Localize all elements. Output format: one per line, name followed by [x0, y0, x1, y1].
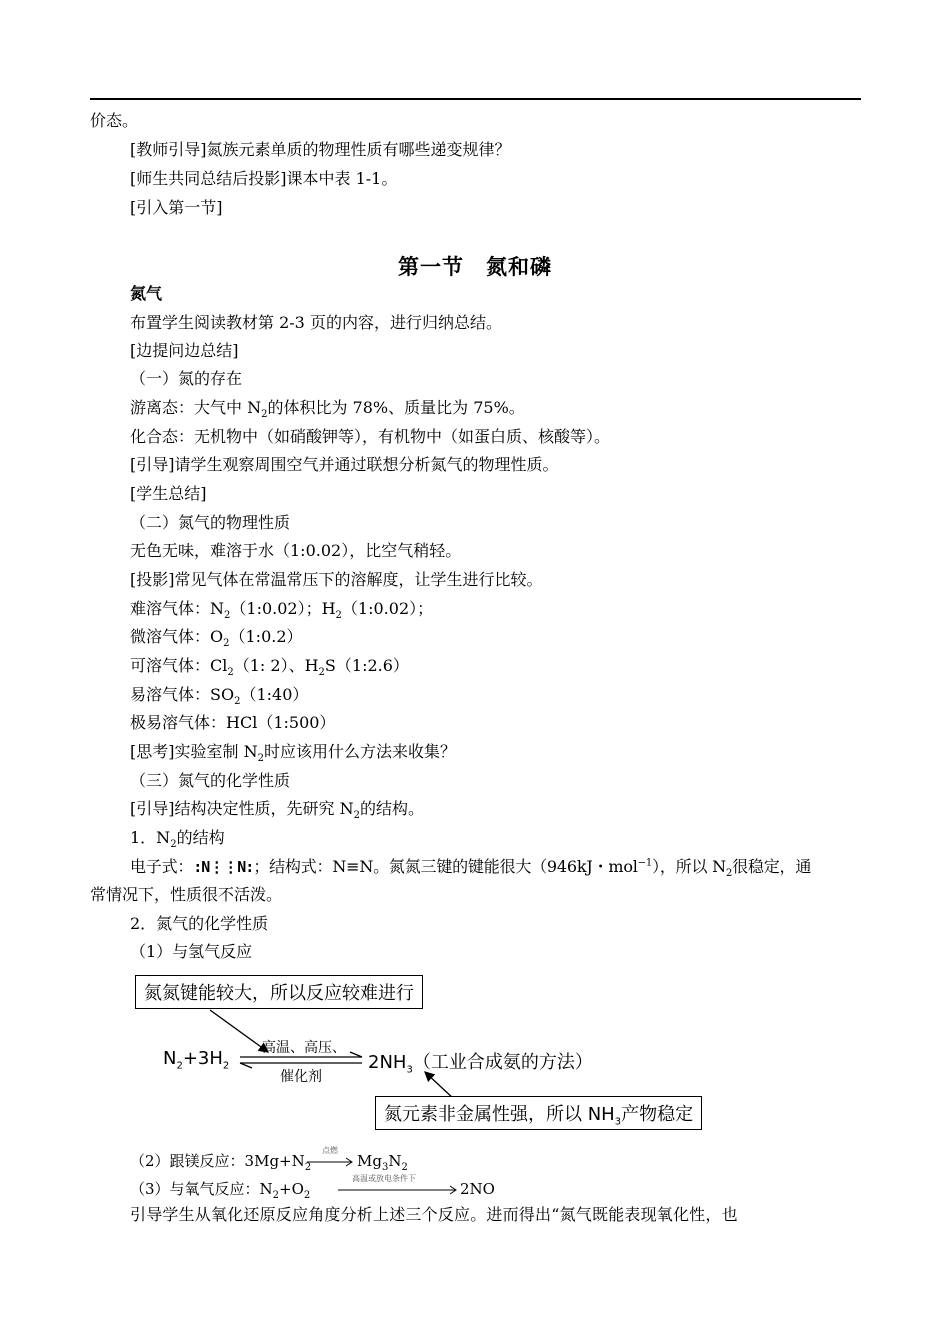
text-run: [引导]结构决定性质，先研究 N: [130, 799, 354, 818]
text-run: +3H: [182, 1048, 223, 1069]
text-line: （三）氮气的化学性质: [130, 771, 291, 790]
subscript: 2: [222, 1060, 230, 1072]
text-line: [130, 1150, 311, 1172]
subscript: 3: [614, 1116, 622, 1128]
text-run: N: [163, 1048, 177, 1069]
text-run: （1:40）: [240, 685, 309, 704]
text-line: （二）氮气的物理性质: [130, 513, 291, 532]
text-run: （3）与氧气反应：N: [130, 1180, 273, 1198]
subscript: 2: [170, 839, 177, 851]
text-run: ），所以 N: [652, 857, 726, 876]
text-run: 1．N: [130, 828, 171, 847]
electron-formula: :N⋮⋮N:: [193, 858, 254, 876]
text-run: Mg: [357, 1152, 382, 1170]
text-run: （1:0.02）；: [341, 599, 434, 618]
text-line: 2NO: [460, 1180, 495, 1198]
subscript: 2: [261, 409, 268, 421]
subscript: 2: [257, 753, 264, 765]
condition-high-temp: 高温或放电条件下: [352, 1174, 416, 1183]
text-line: （一）氮的存在: [130, 369, 243, 388]
subscript: 2: [224, 610, 231, 622]
text-line: 2．氮气的化学性质: [130, 914, 269, 933]
text-line: [师生共同总结后投影]课本中表 1-1。: [130, 169, 398, 188]
annotation-box-stability: [375, 1096, 702, 1130]
text-run: +O: [279, 1180, 304, 1198]
text-run: 易溶气体：SO: [130, 685, 235, 704]
text-line: [教师引导]氮族元素单质的物理性质有哪些递变规律？: [130, 140, 511, 159]
subscript: 3: [406, 1064, 413, 1076]
text-line: [学生总结]: [130, 484, 207, 503]
condition-bottom: 催化剂: [280, 1069, 322, 1085]
subscript: 2: [227, 667, 234, 679]
subscript: 3: [381, 1162, 389, 1173]
text-run: 2NH: [368, 1052, 407, 1073]
text-run: （工业合成氨的方法）: [412, 1052, 593, 1073]
subscript: 2: [318, 667, 325, 679]
text-line: 极易溶气体：HCl（1:500）: [130, 713, 336, 732]
text-run: S（1:2.6）: [324, 656, 409, 675]
equilibrium-arrow-top-head: [350, 1052, 362, 1057]
text-line: [边提问边总结]: [130, 341, 239, 360]
text-run: 电子式：: [130, 857, 194, 876]
annotation-box-bond-energy: 氮氮键能较大，所以反应较难进行: [135, 975, 423, 1009]
subscript: 2: [176, 1060, 183, 1072]
subscript: 2: [401, 1162, 408, 1173]
text-run: 产物稳定: [621, 1104, 694, 1125]
text-line: [投影]常见气体在常温常压下的溶解度，让学生进行比较。: [130, 570, 543, 589]
text-line: [130, 1178, 310, 1200]
text-run: 的体积比为 78%、质量比为 75%。: [267, 398, 525, 417]
subscript: 2: [303, 1190, 311, 1201]
subscript: 2: [223, 638, 230, 650]
text-run: （2）跟镁反应：3Mg+N: [130, 1152, 305, 1170]
text-line: 引导学生从氧化还原反应角度分析上述三个反应。进而得出“氮气既能表现氧化性，也: [130, 1205, 738, 1224]
text-run: （1:0.2）: [229, 627, 303, 646]
text-run: （1:0.02）；H: [230, 599, 336, 618]
equilibrium-arrow-bottom-head: [240, 1063, 252, 1068]
arrow-pointer-1: [210, 1010, 268, 1052]
text-run: 可溶气体：Cl: [130, 656, 228, 675]
subscript: 2: [304, 1162, 312, 1173]
text-line: （1）与氢气反应: [130, 942, 253, 961]
text-line: [引入第一节]: [130, 198, 223, 217]
text-line: [引导]请学生观察周围空气并通过联想分析氮气的物理性质。: [130, 455, 559, 474]
text-run: 难溶气体：N: [130, 599, 225, 618]
text-run: ；结构式：N≡N。氮氮三键的键能很大（946kJ・mol: [253, 857, 638, 876]
text-run: [思考]实验室制 N: [130, 742, 258, 761]
condition-top: 高温、高压、: [262, 1040, 346, 1056]
subscript: 2: [335, 610, 342, 622]
section-title: 第一节 氮和磷: [398, 255, 552, 279]
text-run: （1: 2）、H: [233, 656, 319, 675]
equation-lhs: [163, 1048, 230, 1072]
subscript: 2: [272, 1190, 280, 1201]
superscript: −1: [637, 857, 653, 869]
text-run: 时应该用什么方法来收集？: [263, 742, 456, 761]
text-run: 氮元素非金属性强，所以 NH: [384, 1104, 615, 1125]
text-run: 游离态：大气中 N: [130, 398, 262, 417]
subheading: 氮气: [130, 284, 163, 303]
text-line: 常情况下，性质很不活泼。: [90, 885, 283, 904]
text-run: 很稳定，通: [732, 857, 812, 876]
subscript: 2: [725, 868, 733, 880]
text-line: [357, 1150, 408, 1172]
text-run: N: [388, 1152, 402, 1170]
text-run: 的结构: [176, 828, 225, 847]
text-run: 的结构。: [359, 799, 424, 818]
text-run: 微溶气体：O: [130, 627, 224, 646]
text-line: 无色无味，难溶于水（1:0.02），比空气稍轻。: [130, 541, 462, 560]
equation-rhs: [368, 1048, 593, 1074]
text-line: 布置学生阅读教材第 2-3 页的内容，进行归纳总结。: [130, 313, 502, 332]
subscript: 2: [353, 810, 360, 822]
text-line: 化合态：无机物中（如硝酸钾等），有机物中（如蛋白质、核酸等）。: [130, 427, 611, 446]
subscript: 2: [234, 696, 241, 708]
text-line: 价态。: [90, 111, 139, 130]
condition-ignite: 点燃: [322, 1146, 338, 1155]
